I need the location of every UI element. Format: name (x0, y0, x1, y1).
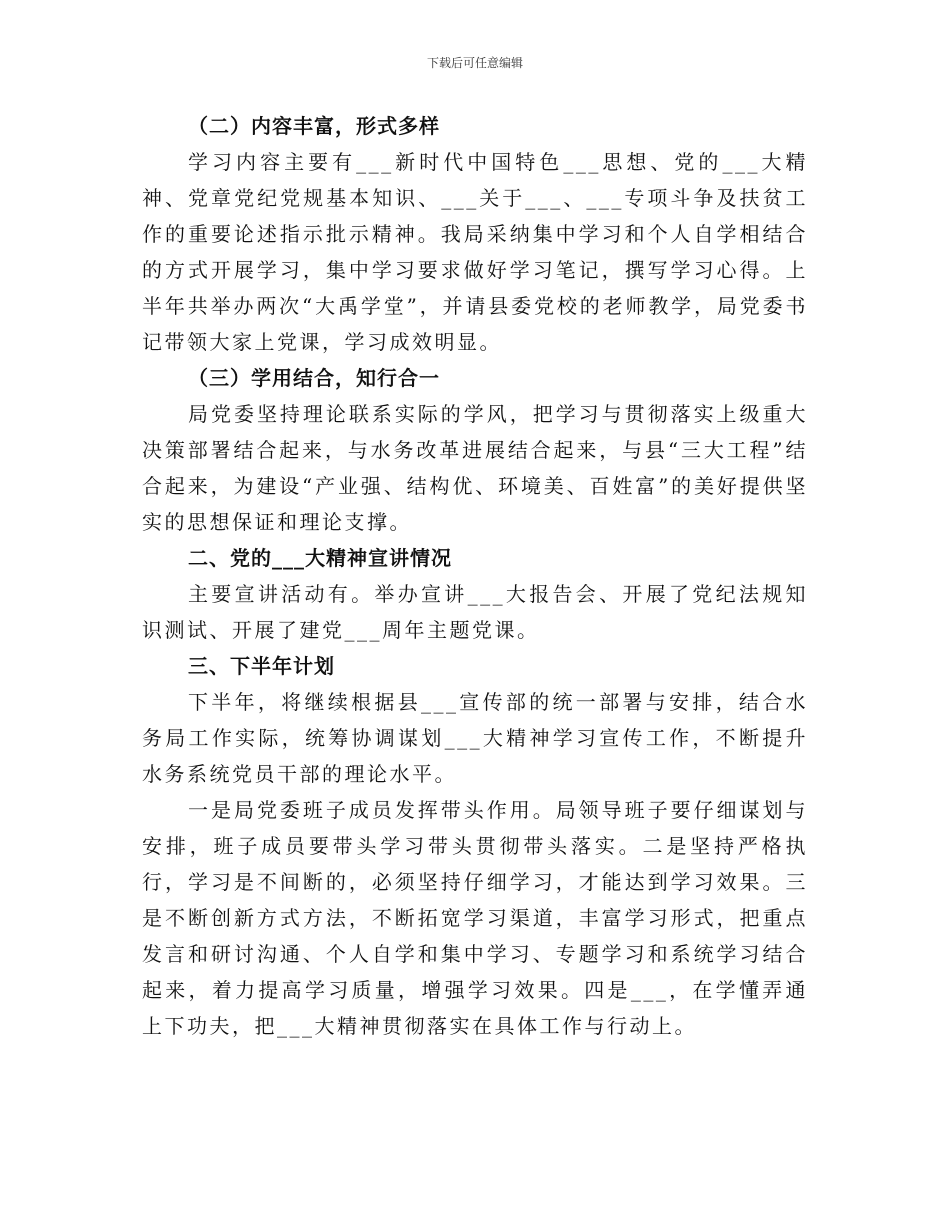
document-body (142, 108, 808, 1044)
section-heading-learning-practice: （三）学用结合，知行合一 (188, 366, 440, 390)
section-heading-content-forms: （二）内容丰富，形式多样 (188, 114, 440, 138)
paragraph-second-half-overview: 下半年，将继续根据县___宣传部的统一部署与安排，结合水务局工作实际，统筹协调谋划___大精神学习宣传工作，不断提升水务系统党员干部的理论水平。 (142, 690, 808, 786)
section-heading-lecture-status: 二、党的___大精神宣讲情况 (188, 546, 452, 570)
section-heading-second-half-plan: 三、下半年计划 (188, 654, 335, 678)
header-note: 下载后可任意编辑 (426, 56, 523, 70)
paragraph-study-content: 学习内容主要有___新时代中国特色___思想、党的___大精神、党章党纪党规基本知识、___关于___、___专项斗争及扶贫工作的重要论述指示批示精神。我局采纳集中学习和个人自学相结合的方式开展学习，集中学习要求做好学习笔记，撰写学习心得。上半年共举办两次“大禹学堂”，并请县委党校的老师教学，局党委书记带领大家上党课，学习成效明显。 (142, 150, 808, 354)
paragraph-lecture-activities: 主要宣讲活动有。举办宣讲___大报告会、开展了党纪法规知识测试、开展了建党___周年主题党课。 (142, 582, 808, 642)
paragraph-theory-practice: 局党委坚持理论联系实际的学风，把学习与贯彻落实上级重大决策部署结合起来，与水务改革进展结合起来，与县“三大工程”结合起来，为建设“产业强、结构优、环境美、百姓富”的美好提供坚实的思想保证和理论支撑。 (142, 402, 808, 534)
paragraph-second-half-measures: 一是局党委班子成员发挥带头作用。局领导班子要仔细谋划与安排，班子成员要带头学习带头贯彻带头落实。二是坚持严格执行，学习是不间断的，必须坚持仔细学习，才能达到学习效果。三是不断创新方式方法，不断拓宽学习渠道，丰富学习形式，把重点发言和研讨沟通、个人自学和集中学习、专题学习和系统学习结合起来，着力提高学习质量，增强学习效果。四是___，在学懂弄通上下功夫，把___大精神贯彻落实在具体工作与行动上。 (142, 798, 808, 1038)
